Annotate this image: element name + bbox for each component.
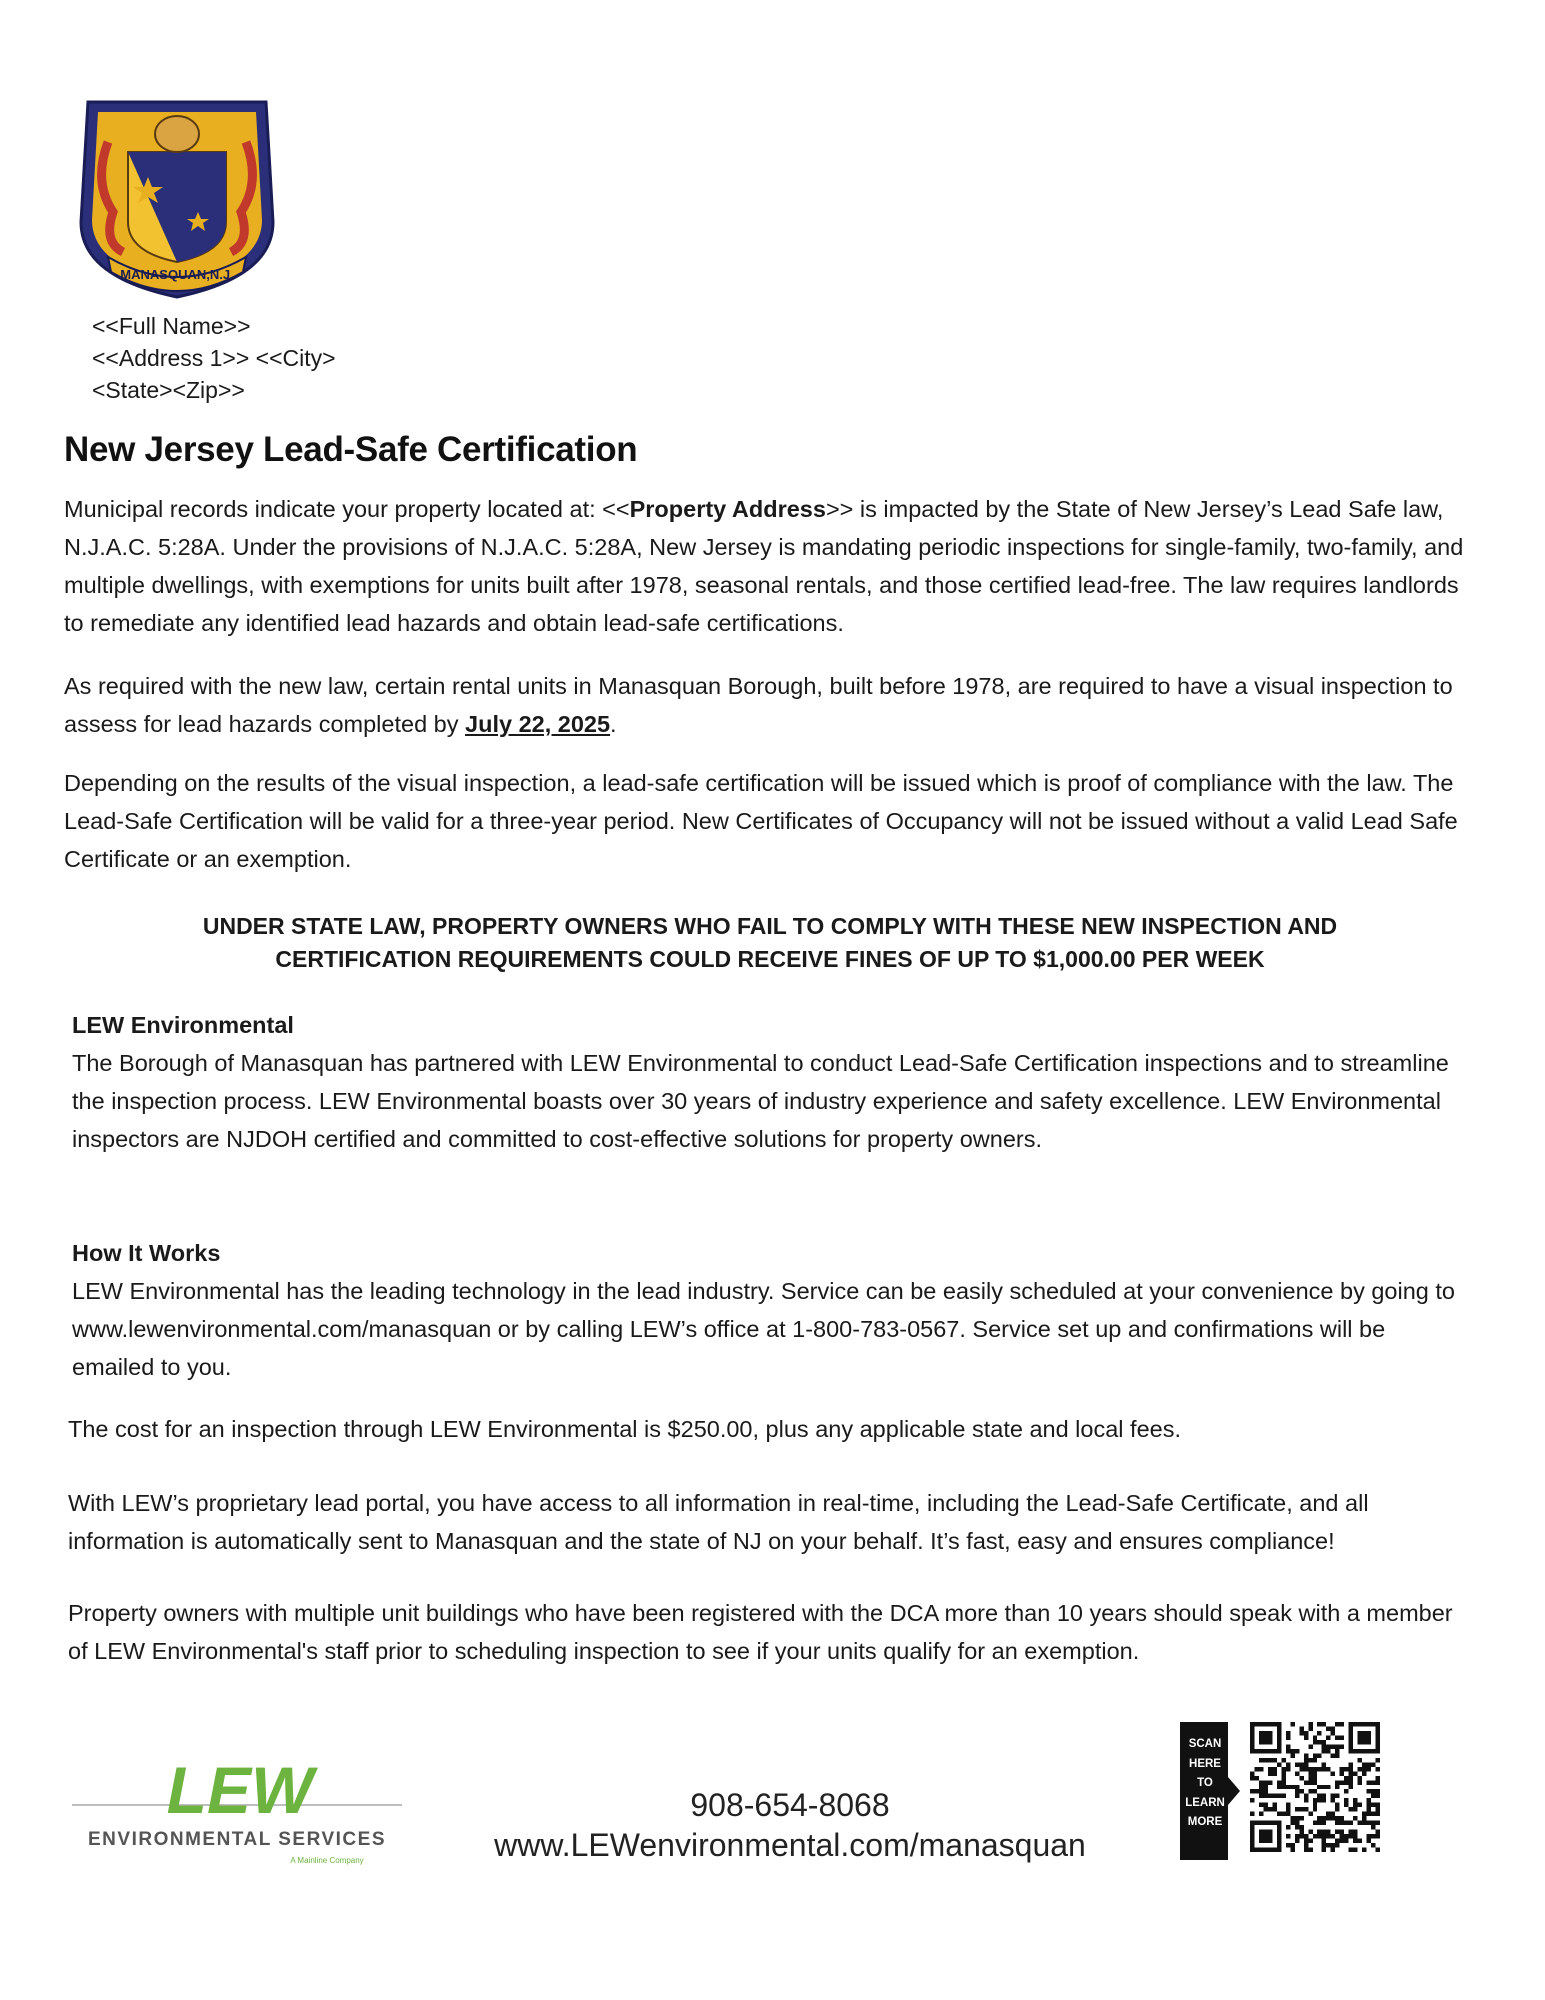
svg-text:MANASQUAN,N.J.: MANASQUAN,N.J. — [120, 267, 234, 282]
lew-section-heading: LEW Environmental — [72, 1012, 294, 1038]
qr-code-icon[interactable] — [1250, 1722, 1380, 1852]
phone-number: 908-654-8068 — [690, 1787, 890, 1823]
manasquan-seal-logo — [68, 92, 286, 302]
lew-section-body: The Borough of Manasquan has partnered with LEW Environmental to conduct Lead-Safe Certification inspections and to streamline the inspection process. LEW Environmental boasts over 30 years of industry experience and safety excellence. LEW Environmental inspectors are NJDOH certified and committed to cost-effective solutions for property owners. — [72, 1050, 1449, 1152]
how-it-works-heading: How It Works — [72, 1240, 221, 1266]
cost-paragraph: The cost for an inspection through LEW Environmental is $250.00, plus any applicable state and local fees. — [68, 1416, 1181, 1442]
property-address-placeholder: Property Address — [629, 496, 826, 522]
multi-unit-paragraph: Property owners with multiple unit buildings who have been registered with the DCA more than 10 years should speak with a member of LEW Environmental's staff prior to scheduling inspection to see if your units qualify for an exemption. — [68, 1600, 1453, 1664]
recipient-address-line: <<Address 1>> <<City> — [92, 345, 336, 371]
portal-paragraph: With LEW’s proprietary lead portal, you have access to all information in real-time, including the Lead-Safe Certificate, and all information is automatically sent to Manasquan and the state of NJ on your behalf. It’s fast, easy and ensures compliance! — [68, 1490, 1369, 1554]
how-it-works-body: LEW Environmental has the leading technology in the lead industry. Service can be easily scheduled at your convenience by going to www.lewenvironmental.com/manasquan or by calling LEW’s office at 1-800-783-0567. Service set up and confirmations will be emailed to you. — [72, 1278, 1455, 1380]
svg-text:A Mainline Company: A Mainline Company — [290, 1856, 364, 1865]
website-url[interactable]: www.LEWenvironmental.com/manasquan — [494, 1827, 1086, 1863]
page-title: New Jersey Lead-Safe Certification — [64, 430, 638, 469]
recipient-name: <<Full Name>> — [92, 313, 251, 339]
scan-label: SCAN HERE TO LEARN MORE — [1185, 1738, 1225, 1828]
intro-paragraph: Municipal records indicate your property located at: <<Property Address>> is impacted by the State of New Jersey’s Lead Safe law, N.J.A.C. 5:28A. Under the provisions of N.J.A.C. 5:28A, New Jersey is mandating periodic inspections for single-family, two-family, and multiple dwellings, with exemptions for units built after 1978, seasonal rentals, and those certified lead-free. The law requires landlords to remediate any identified lead hazards and obtain lead-safe certifications. — [64, 496, 1464, 636]
recipient-state-zip: <State><Zip>> — [92, 377, 245, 403]
recipient-address-block — [92, 310, 336, 406]
fine-warning: UNDER STATE LAW, PROPERTY OWNERS WHO FAIL TO COMPLY WITH THESE NEW INSPECTION AND CERTIFICATION REQUIREMENTS COULD RECEIVE FINES OF UP TO $1,000.00 PER WEEK — [202, 913, 1338, 972]
deadline-date: July 22, 2025 — [465, 711, 611, 737]
svg-text:ENVIRONMENTAL SERVICES: ENVIRONMENTAL SERVICES — [88, 1829, 386, 1850]
certification-paragraph: Depending on the results of the visual inspection, a lead-safe certification will be issued which is proof of compliance with the law. The Lead-Safe Certification will be valid for a three-year period. New Certificates of Occupancy will not be issued without a valid Lead Safe Certificate or an exemption. — [64, 770, 1458, 872]
svg-text:LEW: LEW — [166, 1755, 314, 1827]
deadline-paragraph: As required with the new law, certain rental units in Manasquan Borough, built before 1978, are required to have a visual inspection to assess for lead hazards completed by July 22, 2025. — [64, 673, 1453, 737]
contact-block — [420, 1785, 1160, 1865]
lew-environmental-logo — [72, 1755, 402, 1875]
